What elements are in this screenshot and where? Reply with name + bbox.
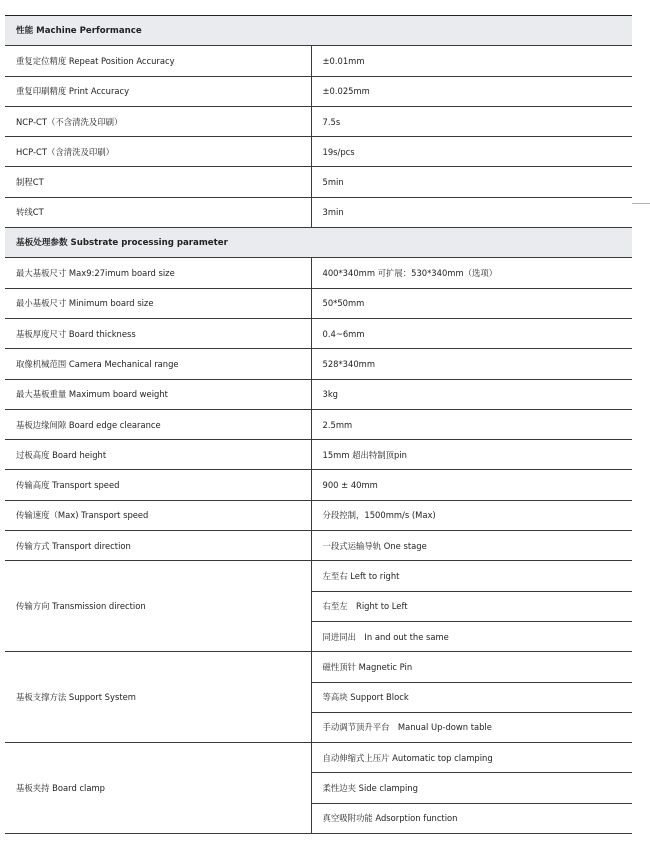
parameter-value: 528*340mm xyxy=(311,349,632,379)
table-row xyxy=(5,409,632,439)
parameter-value: 5min xyxy=(311,167,632,197)
parameter-value: 7.5s xyxy=(311,106,632,136)
parameter-label: 过板高度 Board height xyxy=(5,440,311,470)
parameter-label: 最大基板尺寸 Max9:27imum board size xyxy=(5,258,311,288)
parameter-label: 传输方向 Transmission direction xyxy=(5,561,311,652)
table-row xyxy=(5,440,632,470)
parameter-value: 同进同出 In and out the same xyxy=(311,621,632,651)
table-row xyxy=(5,46,632,76)
table-row xyxy=(5,379,632,409)
table-row xyxy=(5,470,632,500)
parameter-value: 19s/pcs xyxy=(311,137,632,167)
spec-table xyxy=(5,15,632,834)
parameter-value: ±0.01mm xyxy=(311,46,632,76)
section-title: 基板处理参数 Substrate processing parameter xyxy=(5,228,632,258)
parameter-value: 手动调节顶升平台 Manual Up-down table xyxy=(311,712,632,742)
table-row xyxy=(5,349,632,379)
parameter-label: 取像机械范围 Camera Mechanical range xyxy=(5,349,311,379)
parameter-value: 柔性边夹 Side clamping xyxy=(311,773,632,803)
parameter-label: HCP-CT（含清洗及印刷） xyxy=(5,137,311,167)
table-row xyxy=(5,531,632,561)
parameter-label: 传输高度 Transport speed xyxy=(5,470,311,500)
table-row xyxy=(5,561,632,591)
table-row xyxy=(5,318,632,348)
table-row xyxy=(5,137,632,167)
parameter-label: 传输速度（Max) Transport speed xyxy=(5,500,311,530)
parameter-value: ±0.025mm xyxy=(311,76,632,106)
parameter-value: 400*340mm 可扩展：530*340mm（选项） xyxy=(311,258,632,288)
parameter-label: 制程CT xyxy=(5,167,311,197)
table-row xyxy=(5,106,632,136)
parameter-value: 自动伸缩式上压片 Automatic top clamping xyxy=(311,743,632,773)
parameter-value: 一段式运输导轨 One stage xyxy=(311,531,632,561)
table-row xyxy=(5,167,632,197)
parameter-value: 等高块 Support Block xyxy=(311,682,632,712)
accent-line xyxy=(632,203,650,204)
parameter-label: 基板厚度尺寸 Board thickness xyxy=(5,318,311,348)
parameter-value: 3min xyxy=(311,197,632,227)
parameter-label: 最小基板尺寸 Minimum board size xyxy=(5,288,311,318)
table-row xyxy=(5,652,632,682)
parameter-label: 基板支撑方法 Support System xyxy=(5,652,311,743)
parameter-value: 左至右 Left to right xyxy=(311,561,632,591)
parameter-value: 右至左 Right to Left xyxy=(311,591,632,621)
parameter-value: 3kg xyxy=(311,379,632,409)
section-header-row xyxy=(5,228,632,258)
table-row xyxy=(5,743,632,773)
parameter-value: 15mm 超出特制顶pin xyxy=(311,440,632,470)
parameter-value: 900 ± 40mm xyxy=(311,470,632,500)
table-row xyxy=(5,258,632,288)
parameter-label: 传输方式 Transport direction xyxy=(5,531,311,561)
parameter-label: NCP-CT（不含清洗及印刷） xyxy=(5,106,311,136)
parameter-value: 磁性顶针 Magnetic Pin xyxy=(311,652,632,682)
parameter-value: 2.5mm xyxy=(311,409,632,439)
table-row xyxy=(5,500,632,530)
spec-table-body xyxy=(5,16,632,834)
table-row xyxy=(5,197,632,227)
parameter-value: 分段控制，1500mm/s (Max) xyxy=(311,500,632,530)
parameter-value: 50*50mm xyxy=(311,288,632,318)
parameter-label: 重复印刷精度 Print Accuracy xyxy=(5,76,311,106)
parameter-value: 真空吸附功能 Adsorption function xyxy=(311,803,632,833)
section-title: 性能 Machine Performance xyxy=(5,16,632,46)
section-header-row xyxy=(5,16,632,46)
table-row xyxy=(5,76,632,106)
parameter-label: 重复定位精度 Repeat Position Accuracy xyxy=(5,46,311,76)
parameter-value: 0.4~6mm xyxy=(311,318,632,348)
parameter-label: 转线CT xyxy=(5,197,311,227)
parameter-label: 基板夹持 Board clamp xyxy=(5,743,311,834)
table-row xyxy=(5,288,632,318)
parameter-label: 最大基板重量 Maximum board weight xyxy=(5,379,311,409)
parameter-label: 基板边缘间隙 Board edge clearance xyxy=(5,409,311,439)
